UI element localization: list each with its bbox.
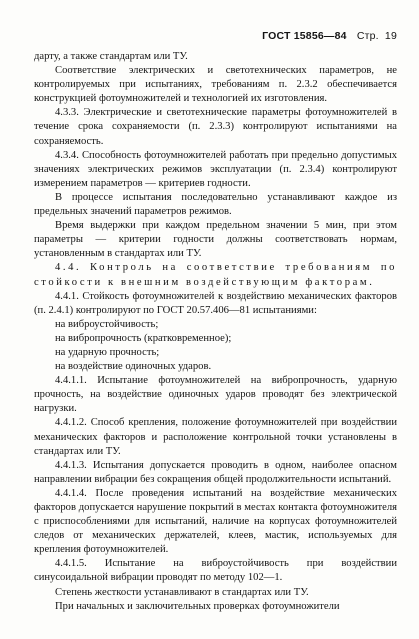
section-heading-4-4: 4.4. Контроль на соответствие требованиям по стойкости к внешним воздействующим факторам. xyxy=(34,262,397,288)
page-label: Стр. xyxy=(356,30,379,42)
document-body xyxy=(34,50,397,614)
list-item: на вибропрочность (кратковременное); xyxy=(55,332,232,344)
paragraph-4-4-1-3: 4.4.1.3. Испытания допускается проводить в одном, наиболее опасном направлении вибрации без сокращения общей продолжительности испытаний. xyxy=(34,459,397,485)
paragraph-4-4-1-5: 4.4.1.5. Испытание на виброустойчивость при воздействии синусоидальной вибрации проводят по методу 102—1. xyxy=(34,558,397,584)
paragraph-4-3-4: 4.3.4. Способность фотоумножителей работать при предельно допустимых значениях электрических режимов эксплуатации (п. 2.3.4) контролируют измерением параметров — критериев годности. xyxy=(34,149,397,189)
paragraph: При начальных и заключительных проверках фотоумножители xyxy=(55,600,340,612)
paragraph-4-3-3: 4.3.3. Электрические и светотехнические параметры фотоумножителей в течение срока сохраняемости (п. 2.3.3) контролируют испытаниями на сохраняемость. xyxy=(34,107,397,147)
paragraph-4-4-1-4: 4.4.1.4. После проведения испытаний на воздействие механических факторов допускается нарушение покрытий в местах контакта фотоумножителя с приспособлениями для испытаний, наличие на корпусах фотоумножителей следов от механических держателей, клеев, мастик, используемых для крепления фотоумножителей. xyxy=(34,487,397,556)
page-number: 19 xyxy=(384,30,397,42)
page-header xyxy=(262,29,397,43)
paragraph: Время выдержки при каждом предельном значении 5 мин, при этом параметры — критерии годности должны соответствовать нормам, установленным в стандартах или ТУ. xyxy=(34,220,397,260)
list-item: на воздействие одиночных ударов. xyxy=(55,361,212,373)
paragraph-4-4-1: 4.4.1. Стойкость фотоумножителей к воздействию механических факторов (п. 2.4.1) контролируют по ГОСТ 20.57.406—81 испытаниями: xyxy=(34,290,397,316)
paragraph-4-4-1-1: 4.4.1.1. Испытание фотоумножителей на вибропрочность, ударную прочность, на воздействие одиночных ударов проводят без электрической нагрузки. xyxy=(34,375,397,415)
paragraph: В процессе испытания последовательно устанавливают каждое из предельных значений параметров режимов. xyxy=(34,191,397,218)
standard-number: ГОСТ 15856—84 xyxy=(262,30,347,42)
paragraph: Степень жесткости устанавливают в стандартах или ТУ. xyxy=(55,586,309,598)
list-item: на ударную прочность; xyxy=(55,346,160,358)
list-item: на виброустойчивость; xyxy=(55,318,159,330)
paragraph: Соответствие электрических и светотехнических параметров, не контролируемых при испытаниях, требованиям п. 2.3.2 обеспечивается конструкцией фотоумножителей и технологией их изготовления. xyxy=(34,65,397,105)
paragraph-4-4-1-2: 4.4.1.2. Способ крепления, положение фотоумножителей при воздействии механических факторов и расположение контрольной точки установлены в стандартах или ТУ. xyxy=(34,417,397,457)
paragraph-continuation: дарту, а также стандартам или ТУ. xyxy=(34,51,188,62)
